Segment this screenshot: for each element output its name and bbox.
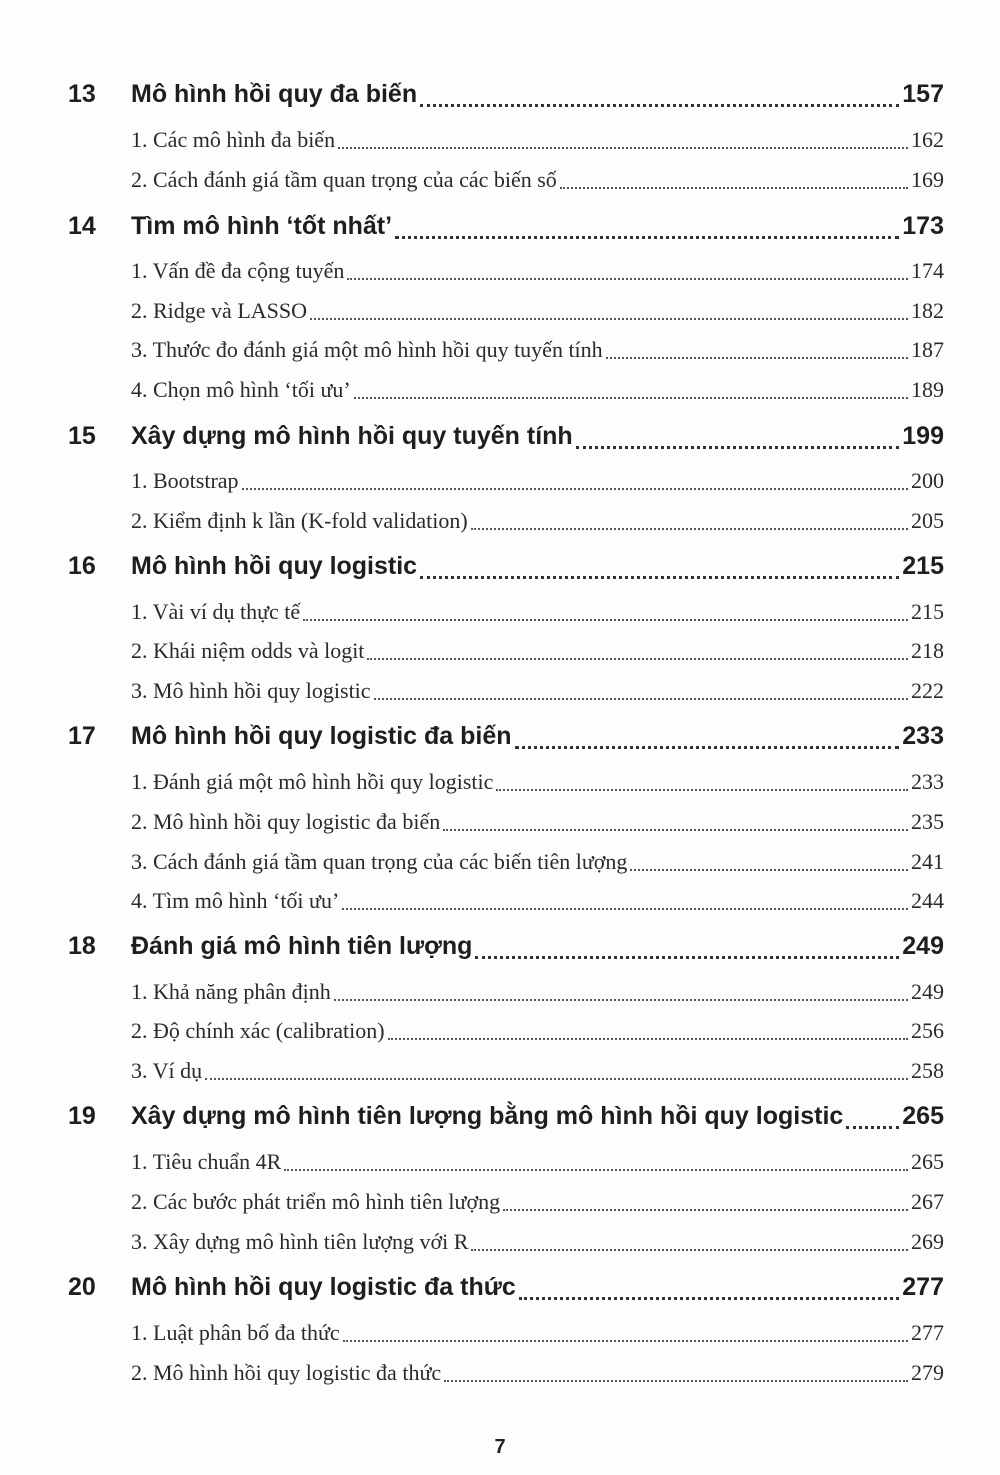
- page-ref: 265: [902, 1102, 944, 1130]
- chapter-title: Tìm mô hình ‘tốt nhất’: [131, 212, 393, 240]
- toc-section-entry: [131, 258, 944, 288]
- dot-leader: [471, 528, 908, 530]
- toc-chapter-entry: [68, 552, 944, 588]
- page-ref: 244: [911, 888, 944, 913]
- dot-leader: [354, 397, 908, 399]
- toc-section-entry: [131, 678, 944, 708]
- section-title: 1. Các mô hình đa biến: [131, 127, 336, 152]
- section-title: 2. Cách đánh giá tầm quan trọng của các biến số: [131, 167, 557, 192]
- section-title: 2. Độ chính xác (calibration): [131, 1018, 385, 1043]
- dot-leader: [284, 1169, 908, 1171]
- page-ref: 241: [911, 849, 944, 874]
- chapter-number: 18: [68, 932, 96, 960]
- dot-leader: [420, 576, 899, 579]
- dot-leader: [496, 789, 908, 791]
- toc-section-entry: [131, 1149, 944, 1179]
- chapter-title: Mô hình hồi quy logistic đa biến: [131, 722, 512, 750]
- section-title: 2. Kiểm định k lần (K-fold validation): [131, 508, 468, 533]
- dot-leader: [388, 1038, 908, 1040]
- page-ref: 174: [911, 258, 944, 283]
- page-ref: 233: [902, 722, 944, 750]
- dot-leader: [444, 1380, 908, 1382]
- chapter-title: Mô hình hồi quy đa biến: [131, 80, 418, 108]
- page-ref: 189: [911, 377, 944, 402]
- toc-section-entry: [131, 979, 944, 1009]
- dot-leader: [471, 1249, 908, 1251]
- page-ref: 249: [902, 932, 944, 960]
- page-ref: 279: [911, 1360, 944, 1385]
- section-title: 1. Bootstrap: [131, 468, 239, 493]
- section-title: 1. Vấn đề đa cộng tuyến: [131, 258, 345, 283]
- dot-leader: [503, 1209, 908, 1211]
- dot-leader: [338, 147, 908, 149]
- chapter-title: Xây dựng mô hình tiên lượng bằng mô hình hồi quy logistic: [131, 1102, 844, 1130]
- toc-section-entry: [131, 1018, 944, 1048]
- chapter-title: Đánh giá mô hình tiên lượng: [131, 932, 473, 960]
- toc-section-entry: [131, 1058, 944, 1088]
- page-ref: 218: [911, 638, 944, 663]
- toc-section-entry: [131, 1320, 944, 1350]
- toc-section-entry: [131, 849, 944, 879]
- toc-chapter-entry: [68, 722, 944, 758]
- dot-leader: [395, 236, 899, 239]
- chapter-number: 16: [68, 552, 96, 580]
- section-title: 4. Tìm mô hình ‘tối ưu’: [131, 888, 340, 913]
- page-ref: 233: [911, 769, 944, 794]
- page-ref: 267: [911, 1189, 944, 1214]
- toc-section-entry: [131, 809, 944, 839]
- chapter-number: 20: [68, 1273, 96, 1301]
- dot-leader: [630, 869, 908, 871]
- toc-section-entry: [131, 888, 944, 918]
- page-ref: 162: [911, 127, 944, 152]
- dot-leader: [303, 619, 908, 621]
- toc-section-entry: [131, 638, 944, 668]
- toc-section-entry: [131, 1189, 944, 1219]
- section-title: 1. Khả năng phân định: [131, 979, 331, 1004]
- chapter-number: 15: [68, 422, 96, 450]
- section-title: 2. Các bước phát triển mô hình tiên lượng: [131, 1189, 501, 1214]
- dot-leader: [342, 908, 908, 910]
- toc-section-entry: [131, 298, 944, 328]
- chapter-number: 13: [68, 80, 96, 108]
- toc-section-entry: [131, 127, 944, 157]
- page-ref: 265: [911, 1149, 944, 1174]
- toc-section-entry: [131, 508, 944, 538]
- section-title: 1. Vài ví dụ thực tế: [131, 599, 301, 624]
- section-title: 2. Ridge và LASSO: [131, 298, 307, 323]
- page-ref: 269: [911, 1229, 944, 1254]
- toc-section-entry: [131, 167, 944, 197]
- dot-leader: [475, 956, 899, 959]
- section-title: 3. Mô hình hồi quy logistic: [131, 678, 371, 703]
- section-title: 1. Luật phân bố đa thức: [131, 1320, 340, 1345]
- page-ref: 258: [911, 1058, 944, 1083]
- dot-leader: [374, 698, 908, 700]
- toc-chapter-entry: [68, 1273, 944, 1309]
- section-title: 1. Đánh giá một mô hình hồi quy logistic: [131, 769, 494, 794]
- dot-leader: [347, 278, 908, 280]
- chapter-number: 17: [68, 722, 96, 750]
- dot-leader: [443, 829, 908, 831]
- toc-chapter-entry: [68, 212, 944, 248]
- page-ref: 222: [911, 678, 944, 703]
- page-ref: 277: [902, 1273, 944, 1301]
- page-ref: 157: [902, 80, 944, 108]
- dot-leader: [420, 104, 899, 107]
- page-ref: 277: [911, 1320, 944, 1345]
- toc-chapter-entry: [68, 80, 944, 116]
- dot-leader: [310, 318, 908, 320]
- toc-section-entry: [131, 599, 944, 629]
- page-ref: 187: [911, 337, 944, 362]
- page-ref: 215: [902, 552, 944, 580]
- dot-leader: [334, 999, 908, 1001]
- section-title: 2. Mô hình hồi quy logistic đa thức: [131, 1360, 442, 1385]
- toc-chapter-entry: [68, 1102, 944, 1138]
- toc-chapter-entry: [68, 422, 944, 458]
- chapter-title: Mô hình hồi quy logistic đa thức: [131, 1273, 516, 1301]
- page-ref: 200: [911, 468, 944, 493]
- toc-section-entry: [131, 769, 944, 799]
- dot-leader: [576, 446, 900, 449]
- section-title: 3. Xây dựng mô hình tiên lượng với R: [131, 1229, 469, 1254]
- toc-section-entry: [131, 468, 944, 498]
- page-ref: 256: [911, 1018, 944, 1043]
- dot-leader: [367, 658, 908, 660]
- dot-leader: [242, 488, 908, 490]
- dot-leader: [846, 1126, 899, 1129]
- dot-leader: [515, 746, 900, 749]
- section-title: 4. Chọn mô hình ‘tối ưu’: [131, 377, 351, 402]
- toc-section-entry: [131, 337, 944, 367]
- section-title: 3. Ví dụ: [131, 1058, 203, 1083]
- toc-section-entry: [131, 377, 944, 407]
- section-title: 2. Khái niệm odds và logit: [131, 638, 365, 663]
- page-ref: 182: [911, 298, 944, 323]
- chapter-title: Mô hình hồi quy logistic: [131, 552, 418, 580]
- section-title: 3. Cách đánh giá tầm quan trọng của các biến tiên lượng: [131, 849, 628, 874]
- dot-leader: [519, 1297, 900, 1300]
- page-ref: 205: [911, 508, 944, 533]
- page-ref: 169: [911, 167, 944, 192]
- dot-leader: [606, 357, 908, 359]
- dot-leader: [343, 1340, 908, 1342]
- dot-leader: [205, 1078, 908, 1080]
- chapter-number: 14: [68, 212, 96, 240]
- page-ref: 249: [911, 979, 944, 1004]
- chapter-number: 19: [68, 1102, 96, 1130]
- toc-section-entry: [131, 1229, 944, 1259]
- page-ref: 199: [902, 422, 944, 450]
- toc-section-entry: [131, 1360, 944, 1390]
- page-ref: 235: [911, 809, 944, 834]
- section-title: 2. Mô hình hồi quy logistic đa biến: [131, 809, 441, 834]
- page-ref: 215: [911, 599, 944, 624]
- toc-chapter-entry: [68, 932, 944, 968]
- dot-leader: [560, 187, 908, 189]
- chapter-title: Xây dựng mô hình hồi quy tuyến tính: [131, 422, 573, 450]
- page-ref: 173: [902, 212, 944, 240]
- page-number: 7: [494, 1436, 506, 1458]
- section-title: 1. Tiêu chuẩn 4R: [131, 1149, 282, 1174]
- section-title: 3. Thước đo đánh giá một mô hình hồi quy tuyến tính: [131, 337, 603, 362]
